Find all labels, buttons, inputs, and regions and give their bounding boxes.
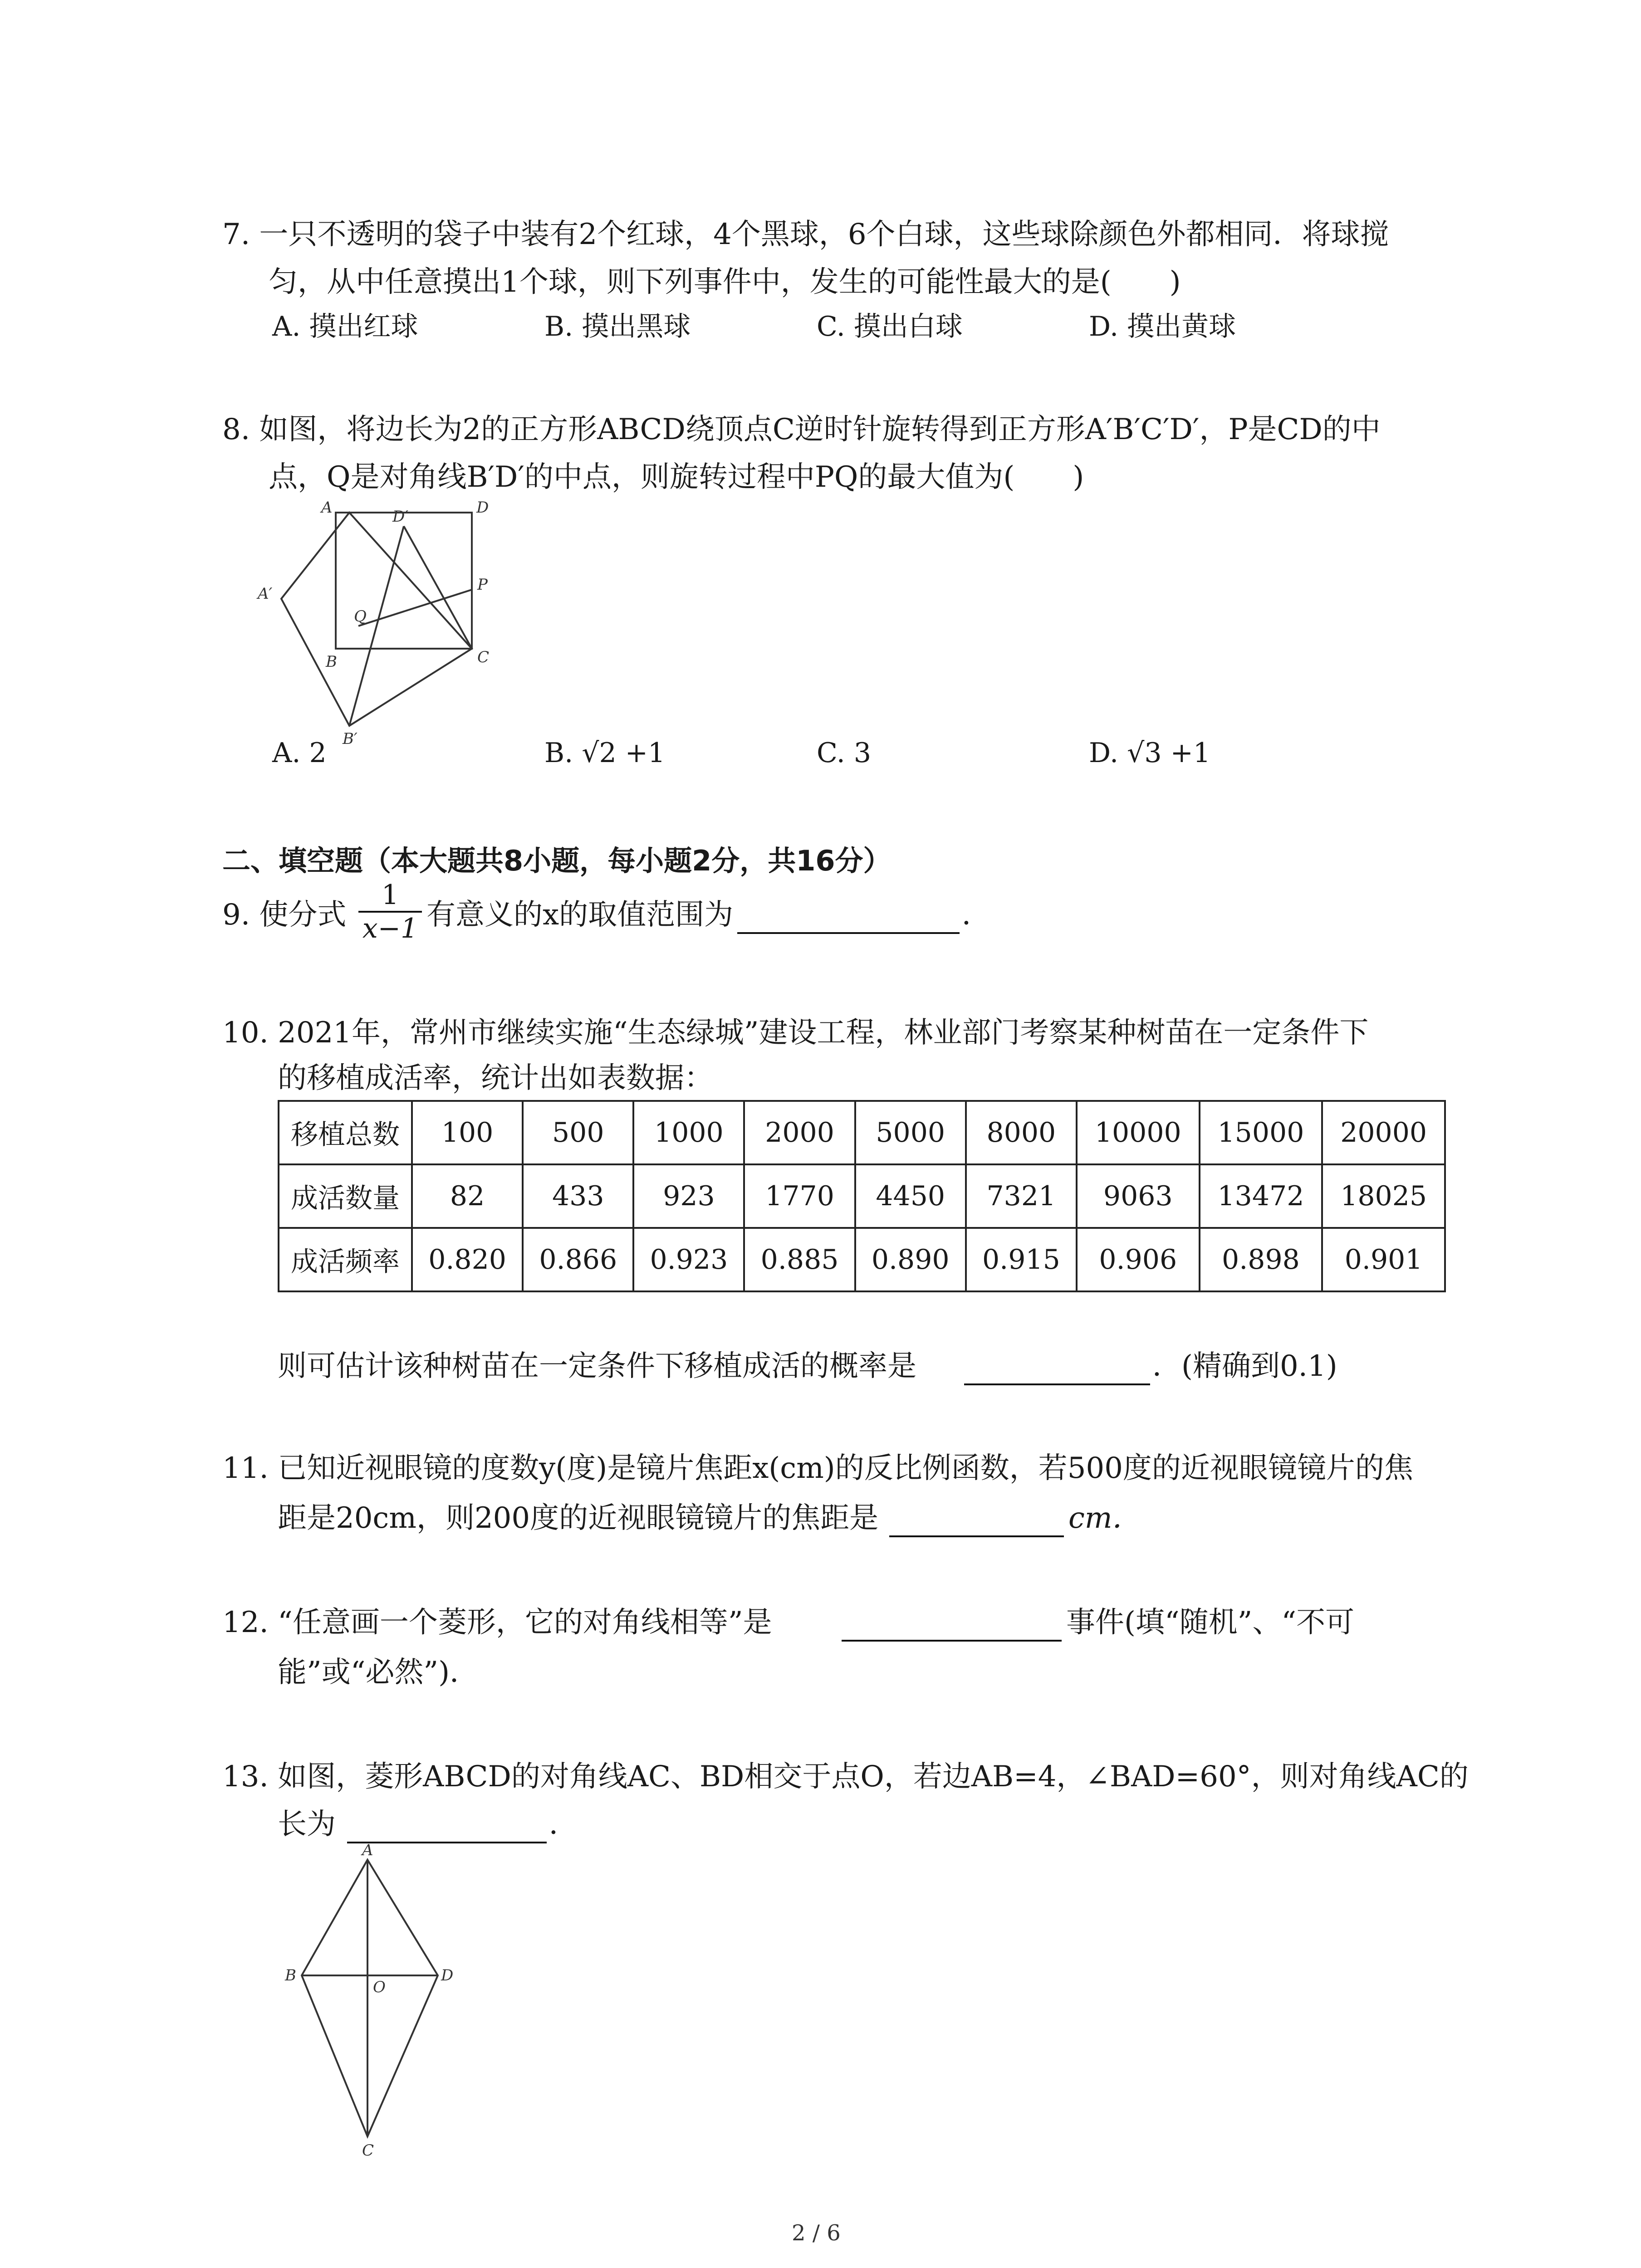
label-a: A (321, 499, 333, 517)
q11-answer-blank[interactable] (889, 1508, 1064, 1537)
table-cell: 10000 (1077, 1101, 1200, 1164)
q7-option-a: A. 摸出红球 (272, 311, 418, 342)
table-row (279, 1228, 1445, 1291)
table-cell: 9063 (1077, 1164, 1200, 1228)
q7-text-line2: 匀，从中任意摸出1个球，则下列事件中，发生的可能性最大的是( ) (269, 265, 1181, 299)
table-cell: 4450 (855, 1164, 966, 1228)
q9-end: ． (962, 898, 991, 932)
q9-answer-blank[interactable] (737, 905, 960, 934)
table-cell: 15000 (1200, 1101, 1323, 1164)
q10-answer-blank[interactable] (964, 1356, 1150, 1385)
q9-numerator: 1 (381, 879, 399, 911)
q9-fraction (358, 880, 422, 943)
segment-d-prime-c (404, 526, 472, 649)
table-cell: 0.890 (855, 1228, 966, 1291)
table-cell: 1000 (633, 1101, 744, 1164)
q12-answer-blank[interactable] (842, 1613, 1062, 1642)
q12-text-line2: 能”或“必然”)． (278, 1656, 479, 1689)
table-cell: 8000 (966, 1101, 1077, 1164)
q9-prefix: 9. 使分式 (222, 898, 347, 932)
table-cell: 0.898 (1200, 1228, 1323, 1291)
rhombus-abcd (302, 1860, 438, 2136)
label-a: A (362, 1842, 373, 1859)
q10-data-table (278, 1100, 1446, 1292)
table-cell: 0.906 (1077, 1228, 1200, 1291)
q13-text-line2: 长为 (278, 1808, 336, 1841)
q10-text-line2: 的移植成活率，统计出如表数据： (278, 1061, 713, 1095)
table-cell: 0.820 (412, 1228, 523, 1291)
table-cell: 0.901 (1322, 1228, 1445, 1291)
label-d: D (476, 499, 489, 517)
q9-suffix: 有意义的x的取值范围为 (426, 898, 734, 932)
q13-text-line2-suffix: ． (549, 1808, 578, 1841)
label-d-prime: D′ (392, 508, 408, 526)
label-q: Q (354, 607, 367, 626)
q8-option-d: D. √3 +1 (1089, 737, 1211, 769)
table-cell: 500 (523, 1101, 633, 1164)
table-cell: 433 (523, 1164, 633, 1228)
q8-text-line1: 8. 如图，将边长为2的正方形ABCD绕顶点C逆时针旋转得到正方形A′B′C′D′，P是CD的中 (222, 413, 1381, 446)
label-a-prime: A′ (258, 585, 273, 603)
label-p: P (477, 576, 488, 594)
table-cell: 0.885 (744, 1228, 855, 1291)
table-cell: 0.915 (966, 1228, 1077, 1291)
square-a-prime (281, 513, 472, 726)
q9-denominator: x−1 (362, 913, 418, 944)
q13-text-line1: 13. 如图，菱形ABCD的对角线AC、BD相交于点O，若边AB=4，∠BAD=60°，则对角线AC的 (222, 1760, 1469, 1794)
table-cell: 82 (412, 1164, 523, 1228)
table-cell: 移植总数 (279, 1101, 412, 1164)
page-number: 2 / 6 (792, 2220, 841, 2246)
section-heading: 二、填空题（本大题共8小题，每小题2分，共16分） (222, 844, 892, 877)
q12-text-line1: 12. “任意画一个菱形，它的对角线相等”是 (222, 1606, 772, 1639)
q11-text-line2: 距是20cm，则200度的近视眼镜镜片的焦距是 (278, 1501, 879, 1535)
table-cell: 成活数量 (279, 1164, 412, 1228)
q7-option-d: D. 摸出黄球 (1089, 311, 1236, 342)
q11-unit: cm． (1068, 1501, 1141, 1535)
q8-text-line2: 点，Q是对角线B′D′的中点，则旋转过程中PQ的最大值为( ) (269, 460, 1084, 494)
table-row (279, 1101, 1445, 1164)
table-cell: 13472 (1200, 1164, 1323, 1228)
square-abcd (336, 513, 472, 649)
q7-text-line1: 7. 一只不透明的袋子中装有2个红球，4个黑球，6个白球，这些球除颜色外都相同．将球搅 (222, 218, 1389, 251)
q7-option-c: C. 摸出白球 (817, 311, 963, 342)
table-row (279, 1164, 1445, 1228)
table-cell: 0.923 (633, 1228, 744, 1291)
table-cell: 7321 (966, 1164, 1077, 1228)
table-cell: 923 (633, 1164, 744, 1228)
q8-option-c: C. 3 (817, 737, 872, 769)
table-cell: 5000 (855, 1101, 966, 1164)
q8-option-b: B. √2 +1 (544, 737, 666, 769)
table-cell: 成活频率 (279, 1228, 412, 1291)
table-cell: 1770 (744, 1164, 855, 1228)
label-c: C (362, 2141, 374, 2159)
q10-text-line1: 10. 2021年，常州市继续实施“生态绿城”建设工程，林业部门考察某种树苗在一定条件下 (222, 1016, 1369, 1050)
table-cell: 2000 (744, 1101, 855, 1164)
q8-rotation-figure (254, 490, 508, 744)
q11-text-line1: 11. 已知近视眼镜的度数y(度)是镜片焦距x(cm)的反比例函数，若500度的近视眼镜镜片的焦 (222, 1452, 1413, 1485)
label-b: B (285, 1966, 296, 1984)
segment-pq (358, 590, 472, 626)
table-cell: 20000 (1322, 1101, 1445, 1164)
q13-answer-blank[interactable] (347, 1814, 547, 1843)
label-c: C (477, 648, 490, 666)
table-cell: 18025 (1322, 1164, 1445, 1228)
label-d: D (441, 1966, 454, 1984)
q13-rhombus-figure (277, 1842, 467, 2159)
q7-option-b: B. 摸出黑球 (544, 311, 691, 342)
q8-option-a: A. 2 (272, 737, 327, 769)
table-cell: 100 (412, 1101, 523, 1164)
q10-text-line3-suffix: ．(精确到0.1) (1152, 1349, 1337, 1383)
q12-text-line1-suffix: 事件(填“随机”、“不可 (1066, 1606, 1355, 1639)
q10-text-line3: 则可估计该种树苗在一定条件下移植成活的概率是 (278, 1349, 916, 1383)
label-b-prime: B′ (343, 730, 358, 744)
label-o: O (373, 1978, 386, 1996)
table-cell: 0.866 (523, 1228, 633, 1291)
label-b: B (326, 653, 337, 671)
